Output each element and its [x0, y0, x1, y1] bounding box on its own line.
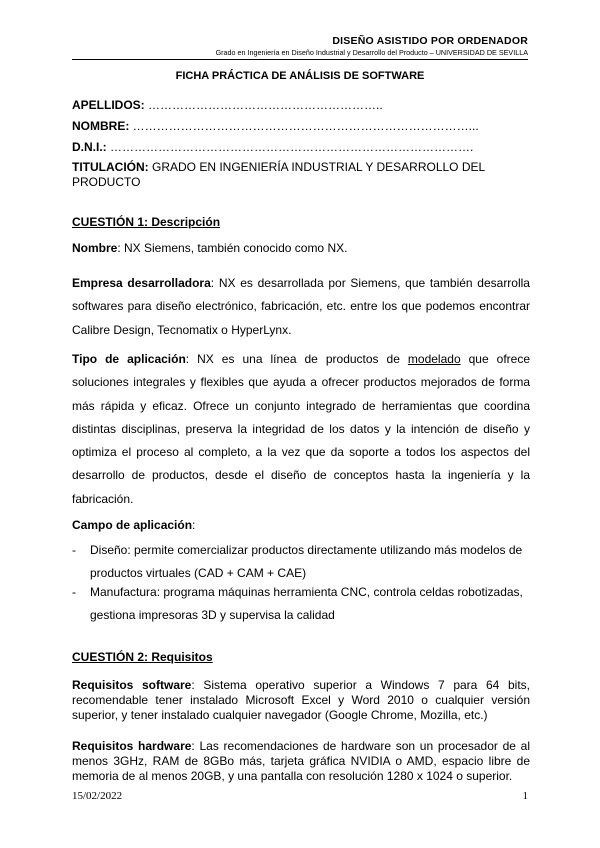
- nombre-value: …………………………………………………………………………...: [129, 119, 479, 133]
- q2-hardware-label: Requisitos hardware: [72, 739, 192, 753]
- q2-hardware-text: : Las recomendaciones de hardware son un procesador de al menos 3GHz, RAM de 8GBo más, tarjeta gráfica NVIDIA o AMD, espacio libre de memoria de al menos 20GB, y una pantalla con resolución 1280 x 1024 o superior.: [72, 739, 531, 783]
- q2-heading: CUESTIÓN 2: Requisitos: [72, 650, 213, 664]
- list-item-text: Manufactura: programa máquinas herramienta CNC, controla celdas robotizadas, gestiona impresoras 3D y supervisa la calidad: [90, 585, 523, 622]
- apellidos-line: [72, 98, 383, 112]
- list-dash: -: [72, 585, 76, 599]
- list-dash: -: [72, 543, 76, 557]
- header-divider: [72, 59, 528, 60]
- titulacion-line: [72, 160, 512, 190]
- q2-software-label: Requisitos software: [72, 678, 192, 692]
- q1-heading: CUESTIÓN 1: Descripción: [72, 215, 221, 229]
- titulacion-value: GRADO EN INGENIERÍA INDUSTRIAL Y DESARROLLO DEL PRODUCTO: [72, 160, 485, 189]
- q1-tipo-text-b: que ofrece soluciones integrales y flexibles que ayuda a ofrecer productos mejorados de forma más rápida y eficaz. Ofrece un conjunto integrado de herramientas que coordina distintas disciplinas, preserva la integridad de los datos y la intención de diseño y optimiza el proceso al completo, a la vez que da soporte a todos los aspectos del desarrollo de productos, desde el diseño de conceptos hasta la ingeniería y la fabricación.: [72, 352, 530, 506]
- list-item: [72, 581, 530, 627]
- q1-empresa-label: Empresa desarrolladora: [72, 276, 211, 290]
- nombre-label: NOMBRE:: [72, 119, 130, 133]
- list-item: [72, 539, 530, 585]
- q2-hardware: [72, 739, 530, 784]
- q2-software-text: : Sistema operativo superior a Windows 7 para 64 bits, recomendable tener instalado Microsoft Excel y Word 2010 o cualquier versión superior, y tener instalado cualquier navegador (Google Chrome, Mozilla, etc.): [72, 678, 530, 722]
- q1-campo-label: Campo de aplicación: [72, 518, 193, 532]
- page-number: 1: [522, 790, 528, 802]
- dni-line: [72, 140, 473, 154]
- list-item-text: Diseño: permite comercializar productos directamente utilizando más modelos de productos virtuales (CAD + CAM + CAE): [90, 543, 523, 580]
- q1-campo: [72, 518, 195, 532]
- q1-nombre-text: : NX Siemens, también conocido como NX.: [117, 241, 348, 255]
- nombre-line: [72, 119, 479, 133]
- q2-software: [72, 678, 530, 723]
- q1-nombre: [72, 241, 347, 255]
- course-title: DISEÑO ASISTIDO POR ORDENADOR: [332, 35, 528, 47]
- q1-tipo-label: Tipo de aplicación: [72, 352, 186, 366]
- titulacion-label: TITULACIÓN:: [72, 160, 149, 174]
- dni-value: ……………………………………………………………………………….: [106, 140, 474, 154]
- modelado-link[interactable]: modelado: [407, 352, 461, 366]
- q1-campo-colon: :: [192, 518, 196, 532]
- dni-label: D.N.I.:: [72, 140, 107, 154]
- q1-empresa: [72, 272, 530, 342]
- q1-empresa-text: : NX es desarrollada por Siemens, que también desarrolla softwares para diseño electrónico, fabricación, etc. entre los que podemos encontrar Calibre Design, Tecnomatix o HyperLynx.: [72, 276, 530, 337]
- apellidos-label: APELLIDOS:: [72, 98, 145, 112]
- apellidos-value: …………………………………………………..: [144, 98, 383, 112]
- footer-date: 15/02/2022: [72, 790, 123, 802]
- page-title: FICHA PRÁCTICA DE ANÁLISIS DE SOFTWARE: [175, 70, 425, 82]
- course-subtitle: Grado en Ingeniería en Diseño Industrial y Desarrollo del Producto – UNIVERSIDAD DE SEVILLA: [215, 48, 528, 57]
- q1-nombre-label: Nombre: [72, 241, 118, 255]
- q1-tipo: [72, 348, 530, 511]
- q1-tipo-text-a: : NX es una línea de productos de: [185, 352, 408, 366]
